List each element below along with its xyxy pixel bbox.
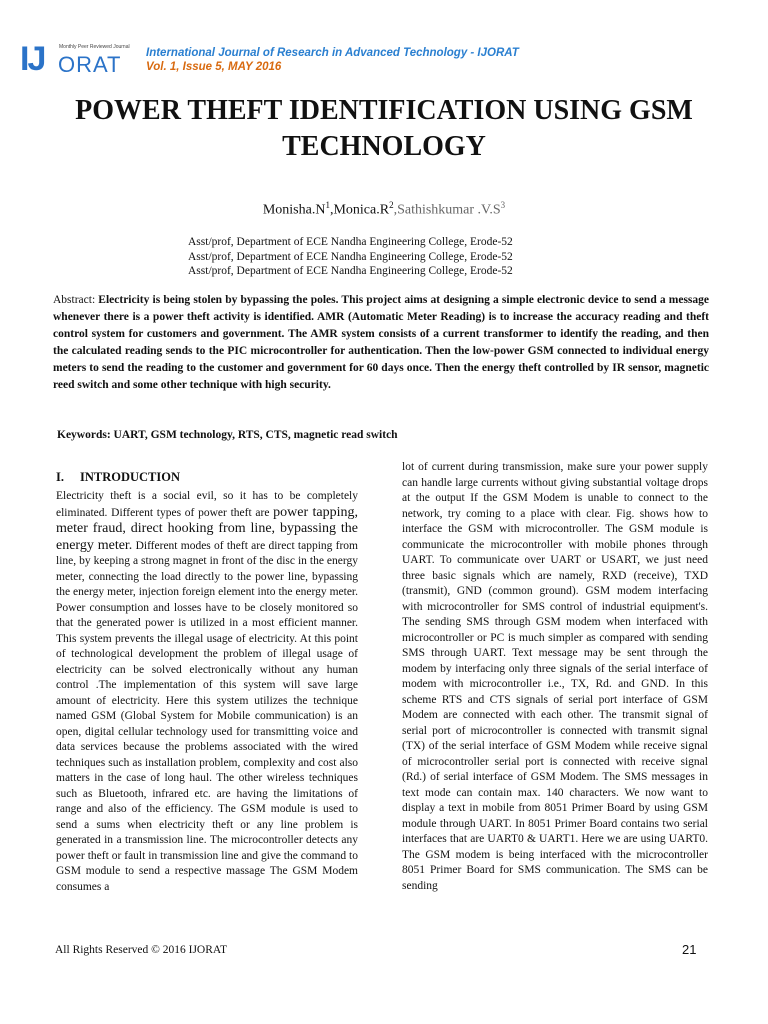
paper-title: POWER THEFT IDENTIFICATION USING GSM TECHNOLOGY [75,95,693,162]
keywords: Keywords: UART, GSM technology, RTS, CTS, magnetic read switch [57,429,398,441]
journal-header [146,46,519,74]
logo-tagline: Monthly Peer Reviewed Journal [59,44,130,50]
author-2: ,Monica.R [329,202,390,218]
intro-part-2: Different modes of theft are direct tapping from line, by keeping a strong magnet in front of the disc in the energy meter, connecting the load directly to the power line, bypassing the energy meter, injection foreign element into the energy meter. Power consumption and losses have to be closely monitored so that the generated power is utilized in a most efficient manner. This system prevents the illegal usage of electricity. At this point of technological development the problem of illegal usage of electricity can be solved electronically without any human control .The implementation of this system will save large amount of electricity. Here this system utilizes the technique named GSM (Global System for Mobile communication) is an open, digital cellular technology used for transmitting voice and data services because the problems associated with the wired techniques such as installation problem, complexity and cost also matters in the case of long haul. The other wireless techniques such as Bluetooth, infrared etc. are having the limitations of range and also of the efficiency. The GSM module is used to send a sums when electricity theft or any line problem is generated in a transmission line. The microcontroller detects any power theft or fault in transmission line and give the command to GSM module to send a respective massage The GSM Modem consumes a [56,539,358,893]
abstract-text: Electricity is being stolen by bypassing the poles. This project aims at designing a simple electronic device to send a message whenever there is a power theft activity is identified. AMR (Automatic Meter Reading) is to increase the accuracy reading and theft control system for customers and government. The AMR system consists of a current transformer to identify the reading, and then the calculated reading sends to the PIC microcontroller for authentication. Then the low-power GSM connected to individual energy meters to send the reading to the customer and government for 60 days once. Then the energy theft controlled by IR sensor, magnetic reed switch and some other technique with high security. [53,294,709,391]
journal-volume: Vol. 1, Issue 5, MAY 2016 [146,61,282,73]
section-title: INTRODUCTION [80,470,181,484]
right-column-text: lot of current during transmission, make sure your power supply can handle large currents without giving substantial voltage drops at the output If the GSM Modem is unable to connect to the network, try coming to a place with clear. Fig. shows how to interface the GSM with microcontroller. The GSM module is communicate the microcontroller with mobile phones through UART. To communicate over UART or USART, we just need three basic signals which are namely, RXD (receive), TXD (transmit), GND (common ground). GSM modem interfacing with microcontroller for SMS control of industrial equipment's. The sending SMS through GSM modem when interfaced with microcontroller or PC is much simpler as compared with sending SMS through UART. Text message may be sent through the modem by interfacing only three signals of the serial interface of modem with microcontroller i.e., TX, Rd. and GND. In this scheme RTS and CTS signals of serial port interface of GSM Modem are connected with each other. The transmit signal of serial port of microcontroller is connected with transmit signal (TX) of the serial interface of GSM Modem while receive signal of microcontroller serial port is connected with receive signal (Rd.) of serial interface of GSM Modem. The SMS messages in text mode can contain max. 140 characters. We now want to display a text in mobile from 8051 Primer Board by using GSM module through UART. In 8051 Primer Board contains two serial interfaces that are UART0 & UART1. Here we are using UART0. The GSM modem is being interfaced with the microcontroller 8051 Primer Board for SMS communication. The SMS can be sending [402,461,708,892]
journal-name: International Journal of Research in Advanced Technology - IJORAT [146,47,519,59]
author-2-sup: 2 [389,200,394,210]
footer-rights: All Rights Reserved © 2016 IJORAT [55,944,227,956]
logo-text-ij: IJ [20,40,45,78]
page-number: 21 [682,942,697,957]
author-line [0,200,768,219]
affiliation-1: Asst/prof, Department of ECE Nandha Engineering College, Erode-52 [188,236,513,248]
journal-logo [20,40,138,80]
author-3-sup: 3 [500,200,506,210]
affiliation-3: Asst/prof, Department of ECE Nandha Engineering College, Erode-52 [188,265,513,277]
author-3: ,Sathishkumar .V.S [393,202,501,218]
author-1-sup: 1 [325,200,330,210]
abstract-label: Abstract: [53,294,99,306]
affiliation-2: Asst/prof, Department of ECE Nandha Engineering College, Erode-52 [188,250,513,263]
author-1: Monisha.N [262,202,326,218]
logo-text-orat: ORAT [58,52,122,77]
section-heading [56,470,180,485]
intro-theft-types: power tapping, meter fraud, direct hooking from line, bypassing the energy meter. [56,504,358,553]
section-number: I. [56,470,64,484]
left-column-text [56,489,358,895]
intro-part-1: Electricity theft is a social evil, so it has to be completely eliminated. Different types of power theft are [56,490,358,519]
affiliations [188,235,513,279]
abstract [53,292,709,394]
